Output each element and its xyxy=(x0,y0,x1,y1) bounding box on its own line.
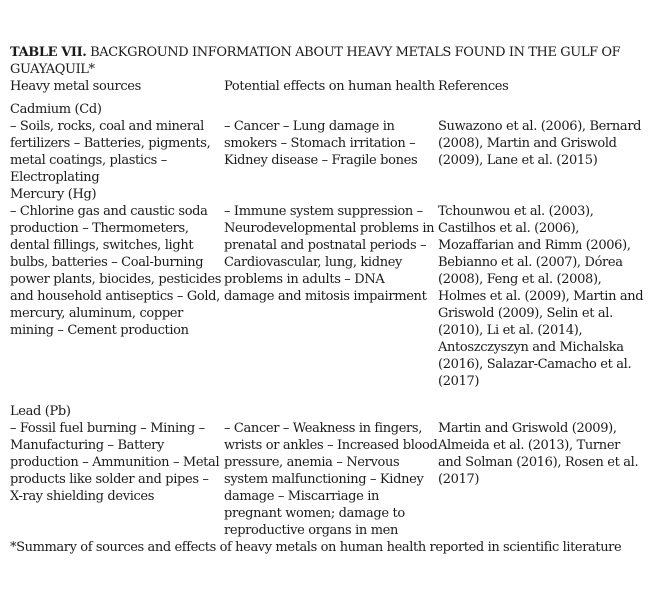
references-cell: Tchounwou et al. (2003), Castilhos et al. (2006), Mozaffarian and Rimm (2006), Bebianno et al. (2007), Dórea (2008), Feng et al. (2008), Holmes et al. (2009), Martin and Griswold (2009), Selin et al. (2010), Li et al. (2014), Antoszczyszyn and Michalska (2016), Salazar-Camacho et al. (2017) xyxy=(438,204,644,389)
sources-cell: – Chlorine gas and caustic soda production – Thermometers, dental fillings, switches, light bulbs, batteries – Coal-burning power plants, biocides, pesticides and household antiseptics – Gold, mercury, aluminum, copper mining – Cement production xyxy=(10,204,222,338)
metal-group-cadmium xyxy=(10,101,646,186)
references-cell: Martin and Griswold (2009), Almeida et al. (2013), Turner and Solman (2016), Rosen et al. (2017) xyxy=(438,421,639,487)
table-label: TABLE VII. xyxy=(10,45,87,60)
references-cell: Suwazono et al. (2006), Bernard (2008), Martin and Griswold (2009), Lane et al. (2015) xyxy=(438,119,642,168)
column-header-effects: Potential effects on human health xyxy=(224,79,435,94)
sources-cell: – Soils, rocks, coal and mineral fertilizers – Batteries, pigments, metal coatings, plastics – Electroplating xyxy=(10,119,211,185)
metal-label-cadmium: Cadmium (Cd) xyxy=(10,102,102,117)
effects-cell: – Cancer – Lung damage in smokers – Stomach irritation – Kidney disease – Fragile bones xyxy=(224,119,418,168)
table-row xyxy=(10,420,646,539)
effects-cell: – Immune system suppression – Neurodevelopmental problems in prenatal and postnatal periods – Cardiovascular, lung, kidney problems in adults – DNA damage and mitosis impairment xyxy=(224,204,435,304)
table-document xyxy=(10,44,646,556)
metal-label-mercury: Mercury (Hg) xyxy=(10,187,97,202)
table-title-text: BACKGROUND INFORMATION ABOUT HEAVY METALS FOUND IN THE GULF OF GUAYAQUIL* xyxy=(10,45,621,77)
sources-cell: – Fossil fuel burning – Mining – Manufacturing – Battery production – Ammunition – Metal products like solder and pipes – X-ray shielding devices xyxy=(10,421,220,504)
column-header-references: References xyxy=(438,79,509,94)
metal-label-lead: Lead (Pb) xyxy=(10,404,71,419)
effects-cell: – Cancer – Weakness in fingers, wrists or ankles – Increased blood pressure, anemia – Nervous system malfunctioning – Kidney damage – Miscarriage in pregnant women; damage to reproductive organs in men xyxy=(224,421,438,538)
table-header-row xyxy=(10,78,646,95)
table-row xyxy=(10,118,646,186)
table-row xyxy=(10,203,646,390)
table-title xyxy=(10,44,646,78)
metal-group-lead xyxy=(10,403,646,539)
table-footnote: *Summary of sources and effects of heavy metals on human health reported in scientific literature xyxy=(10,540,622,555)
column-header-sources: Heavy metal sources xyxy=(10,79,141,94)
metal-group-mercury xyxy=(10,186,646,390)
